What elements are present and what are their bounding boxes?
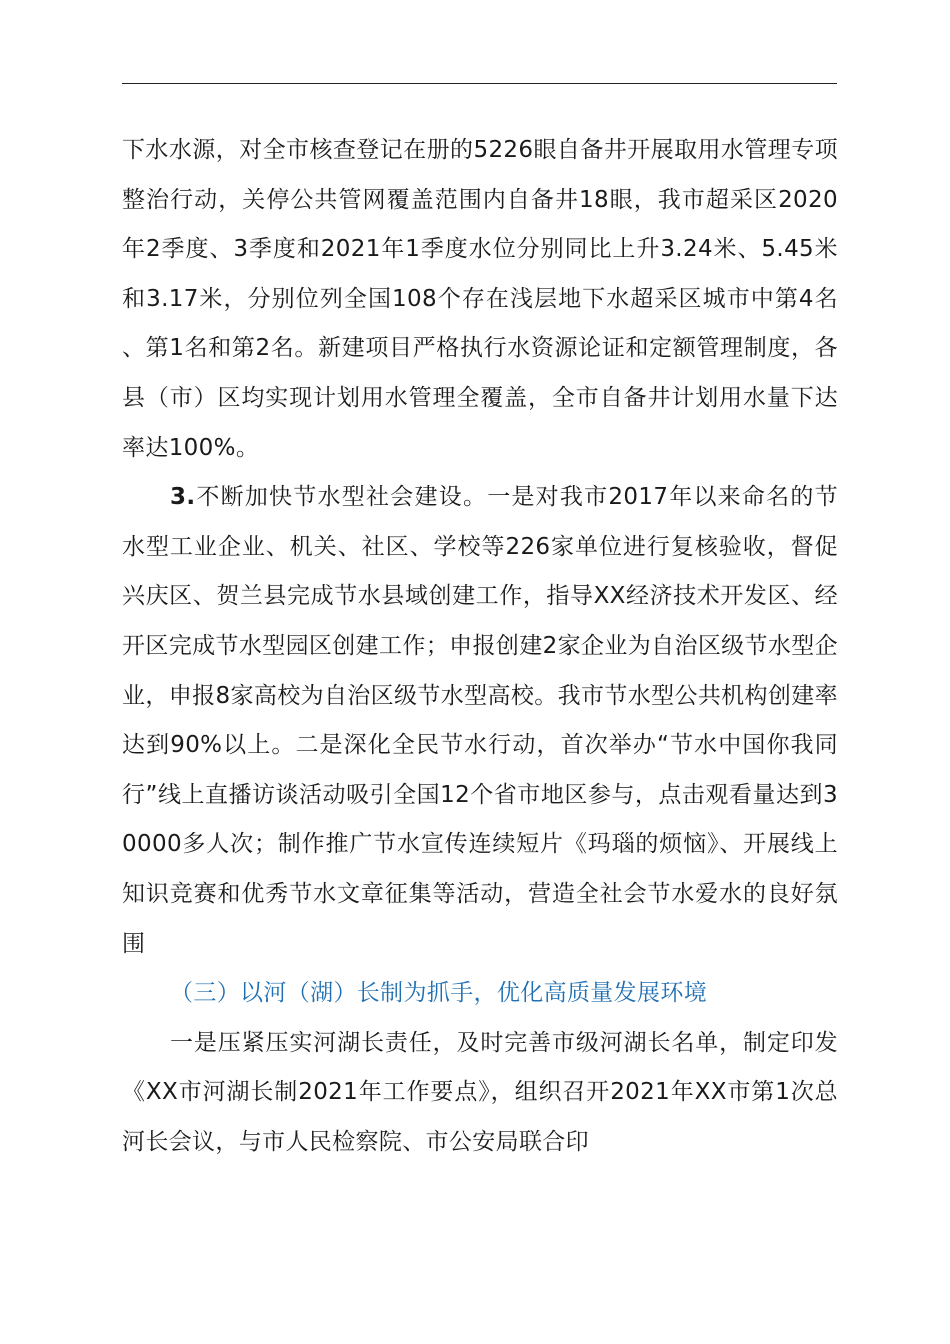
paragraph-water-source: 下水水源，对全市核查登记在册的5226眼自备井开展取用水管理专项整治行动，关停公共管网覆盖范围内自备井18眼，我市超采区2020年2季度、3季度和2021年1季度水位分别同比上升3.24米、5.45米和3.17米，分别位列全国108个存在浅层地下水超采区城市中第4名、第1名和第2名。新建项目严格执行水资源论证和定额管理制度，各县（市）区均实现计划用水管理全覆盖，全市自备井计划用水量下达率达100%。 <box>122 137 838 461</box>
document-body <box>122 126 838 1167</box>
paragraph-river-chief-duty: 一是压紧压实河湖长责任，及时完善市级河湖长名单，制定印发《XX市河湖长制2021年工作要点》，组织召开2021年XX市第1次总河长会议，与市人民检察院、市公安局联合印 <box>122 1029 838 1155</box>
item-number: 3. <box>170 484 196 511</box>
section-heading-river-chief: （三）以河（湖）长制为抓手，优化高质量发展环境 <box>170 980 708 1007</box>
paragraph-water-saving-society <box>122 473 838 969</box>
paragraph-water-saving-text: 不断加快节水型社会建设。一是对我市2017年以来命名的节水型工业企业、机关、社区、学校等226家单位进行复核验收，督促兴庆区、贺兰县完成节水县域创建工作，指导XX经济技术开发区、经开区完成节水型园区创建工作；申报创建2家企业为自治区级节水型企业，申报8家高校为自治区级节水型高校。我市节水型公共机构创建率达到90%以上。二是深化全民节水行动，首次举办“节水中国你我同行”线上直播访谈活动吸引全国12个省市地区参与，点击观看量达到30000多人次；制作推广节水宣传连续短片《玛瑙的烦恼》、开展线上知识竞赛和优秀节水文章征集等活动，营造全社会节水爱水的良好氛围 <box>122 484 838 957</box>
header-rule <box>122 83 837 84</box>
